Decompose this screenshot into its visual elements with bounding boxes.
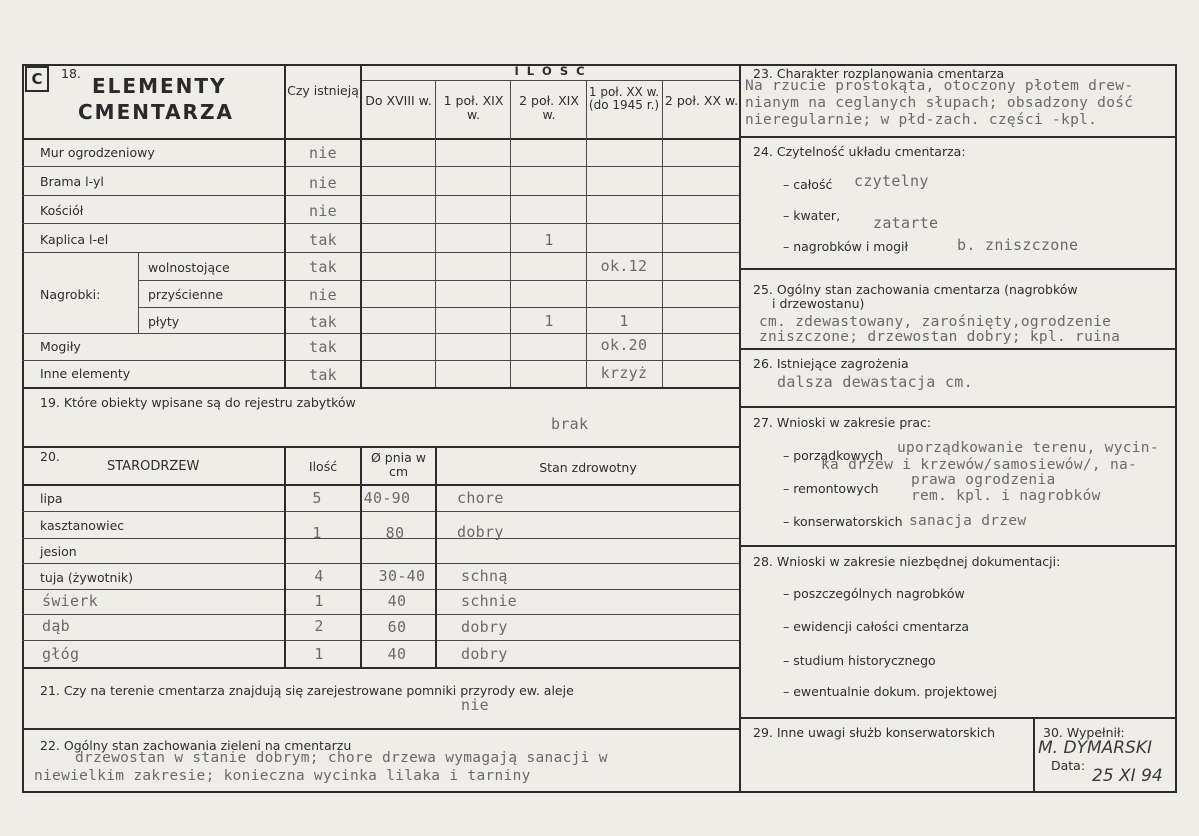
s24-item-value: b. zniszczone [957,236,1079,254]
element-exists: nie [309,144,337,162]
tree-name: tuja (żywotnik) [40,570,134,585]
rule [739,717,1177,719]
tree-diam: 60 [387,618,407,636]
tree-diam: 30-40 [378,567,426,585]
rule [739,406,1177,408]
tree-count: 1 [314,592,324,610]
s27-item-label: – remontowych [783,481,879,496]
element-label: płyty [148,314,180,329]
s27-item-value: rem. kpl. i nagrobków [911,488,1101,504]
element-exists: tak [309,231,337,249]
tree-diam: 80 [385,524,405,542]
element-label: Brama l-yl [40,174,104,189]
rule [22,484,739,486]
tree-diam: 40-90 [363,489,411,507]
rule [510,80,511,387]
s30-label: 30. Wypełnił: [1043,725,1125,740]
element-exists: nie [309,202,337,220]
rule [138,280,739,281]
rule [22,195,739,196]
s20-col-diam: Ø pnia w cm [371,450,426,479]
tree-name: dąb [42,617,70,635]
frame-bottom [22,791,1177,793]
s23-line3: nieregularnie; w płd-zach. części -kpl. [745,112,1098,128]
s20-title: STARODRZEW [107,459,200,474]
rule [22,360,739,361]
tree-health: dobry [461,618,508,636]
s19-value: brak [551,415,589,433]
s23-line1: Na rzucie prostokąta, otoczony płotem drew- [745,78,1134,94]
rule [22,667,739,669]
element-label: Kościół [40,203,84,218]
tree-name: lipa [40,491,63,506]
s23-label: 23. Charakter rozplanowania cmentarza [753,66,1005,81]
element-label: Inne elementy [40,366,131,381]
rule [22,138,739,140]
rule [739,348,1177,350]
s24-item-label: – nagrobków i mogił [783,239,909,254]
element-label: Mogiły [40,339,81,354]
element-exists: tak [309,313,337,331]
tree-count: 1 [314,645,324,663]
tree-name: świerk [42,592,98,610]
period-header: 2 poł. XX w. [664,93,739,108]
tree-diam: 40 [387,592,407,610]
s28-label: 28. Wnioski w zakresie niezbędnej dokumentacji: [753,554,1061,569]
section-letter-box: C [25,66,49,92]
s22-label: 22. Ogólny stan zachowania zieleni na cmentarzu [40,738,352,753]
rule [22,563,739,564]
s24-item-value: zatarte [873,214,939,232]
s22-line2: niewielkim zakresie; konieczna wycinka lilaka i tarniny [34,768,531,784]
s28-item: – ewentualnie dokum. projektowej [783,684,998,699]
element-count-xix2: 1 [544,312,554,330]
tree-health: dobry [461,645,508,663]
tree-health: schną [461,567,508,585]
tree-name: kasztanowiec [40,518,125,533]
s22-line1: drzewostan w stanie dobrym; chore drzewa wymagają sanacji w [75,750,608,766]
rule [22,252,739,253]
element-count-xx1: ok.20 [600,336,648,354]
filled-date: 25 XI 94 [1092,766,1163,786]
s20-col-count: Ilość [308,459,338,474]
rule [22,333,739,334]
tree-count: 2 [314,617,324,635]
frame-right [1175,64,1177,793]
s23-line2: nianym na ceglanych słupach; obsadzony dość [745,95,1134,111]
element-exists: tak [309,258,337,276]
tree-diam: 40 [387,645,407,663]
column-divider [739,64,741,793]
tree-name: jesion [40,544,77,559]
rule [138,307,739,308]
element-label: Kaplica l-el [40,232,109,247]
rule [662,80,663,387]
section-number: 18. [61,66,81,81]
tree-health: dobry [457,523,504,541]
rule [138,252,139,333]
s24-item-label: – kwater, [783,208,841,223]
s24-item-value: czytelny [854,172,929,190]
s26-value: dalsza dewastacja cm. [777,373,973,391]
tree-count: 4 [314,567,324,585]
rule [435,80,436,387]
rule [739,545,1177,547]
element-exists: tak [309,366,337,384]
tree-name: głóg [42,645,80,663]
s21-value: nie [461,696,489,714]
rule [22,589,739,590]
element-exists: nie [309,286,337,304]
s28-item: – ewidencji całości cmentarza [783,619,970,634]
s28-item: – studium historycznego [783,653,936,668]
rule [22,223,739,224]
s27-item-value: prawa ogrodzenia [911,472,1056,488]
s26-label: 26. Istniejące zagrożenia [753,356,909,371]
nagrobki-label: Nagrobki: [40,287,101,302]
s27-label: 27. Wnioski w zakresie prac: [753,415,932,430]
element-exists: nie [309,174,337,192]
rule [22,387,739,389]
tree-health: chore [457,489,504,507]
ilosc-header: I L O Ś Ć [514,64,587,78]
tree-count: 1 [312,524,322,542]
s25-line2: zniszczone; drzewostan dobry; kpl. ruina [759,329,1121,345]
period-header: 2 poł. XIX w. [519,93,579,122]
frame-left [22,64,24,793]
s25-label-line1: 25. Ogólny stan zachowania cmentarza (nagrobków [753,282,1078,297]
s27-item-value: ka drzew i krzewów/samosiewów/, na- [821,457,1138,473]
s24-item-label: – całość [783,177,833,192]
s25-line1: cm. zdewastowany, zarośnięty,ogrodzenie [759,314,1112,330]
s29-label: 29. Inne uwagi służb konserwatorskich [753,725,995,740]
rule [22,614,739,615]
rule [360,80,739,81]
rule [360,64,362,387]
s20-col-health: Stan zdrowotny [539,460,637,475]
rule [22,166,739,167]
s28-item: – poszczególnych nagrobków [783,586,965,601]
elements-title-line2: CMENTARZA [78,100,234,124]
rule [739,136,1177,138]
s27-item-value: sanacja drzew [909,513,1027,529]
col-exists-header: Czy istnieją [287,83,359,98]
s27-item-value: uporządkowanie terenu, wycin- [897,440,1159,456]
rule [739,268,1177,270]
s24-label: 24. Czytelność układu cmentarza: [753,144,966,159]
elements-title-line1: ELEMENTY [92,74,227,98]
s21-label: 21. Czy na terenie cmentarza znajdują się zarejestrowane pomniki przyrody ew. aleje [40,683,574,698]
rule [435,446,437,667]
s19-label: 19. Które obiekty wpisane są do rejestru zabytków [40,395,356,410]
period-header: Do XVIII w. [365,93,432,108]
s30-date-label: Data: [1051,758,1086,773]
rule [22,728,739,730]
s27-item-label: – porządkowych [783,448,883,463]
element-count-xix2: 1 [544,231,554,249]
element-count-xx1: ok.12 [600,257,648,275]
period-header: 1 poł. XX w. (do 1945 r.) [588,85,660,112]
rule [22,446,739,448]
rule [1033,717,1035,793]
filled-by-signature: M. DYMARSKI [1038,738,1153,758]
element-label: przyścienne [148,287,224,302]
s27-item-label: – konserwatorskich [783,514,903,529]
period-header: 1 poł. XIX w. [443,93,504,122]
element-exists: tak [309,338,337,356]
tree-health: schnie [461,592,517,610]
element-count-xx1: 1 [619,312,629,330]
tree-count: 5 [312,489,322,507]
element-label: Mur ogrodzeniowy [40,145,155,160]
s20-number: 20. [40,449,60,464]
s25-label-line2: i drzewostanu) [772,296,865,311]
rule [22,511,739,512]
element-label: wolnostojące [148,260,230,275]
element-count-xx1: krzyż [600,364,648,382]
rule [22,640,739,641]
